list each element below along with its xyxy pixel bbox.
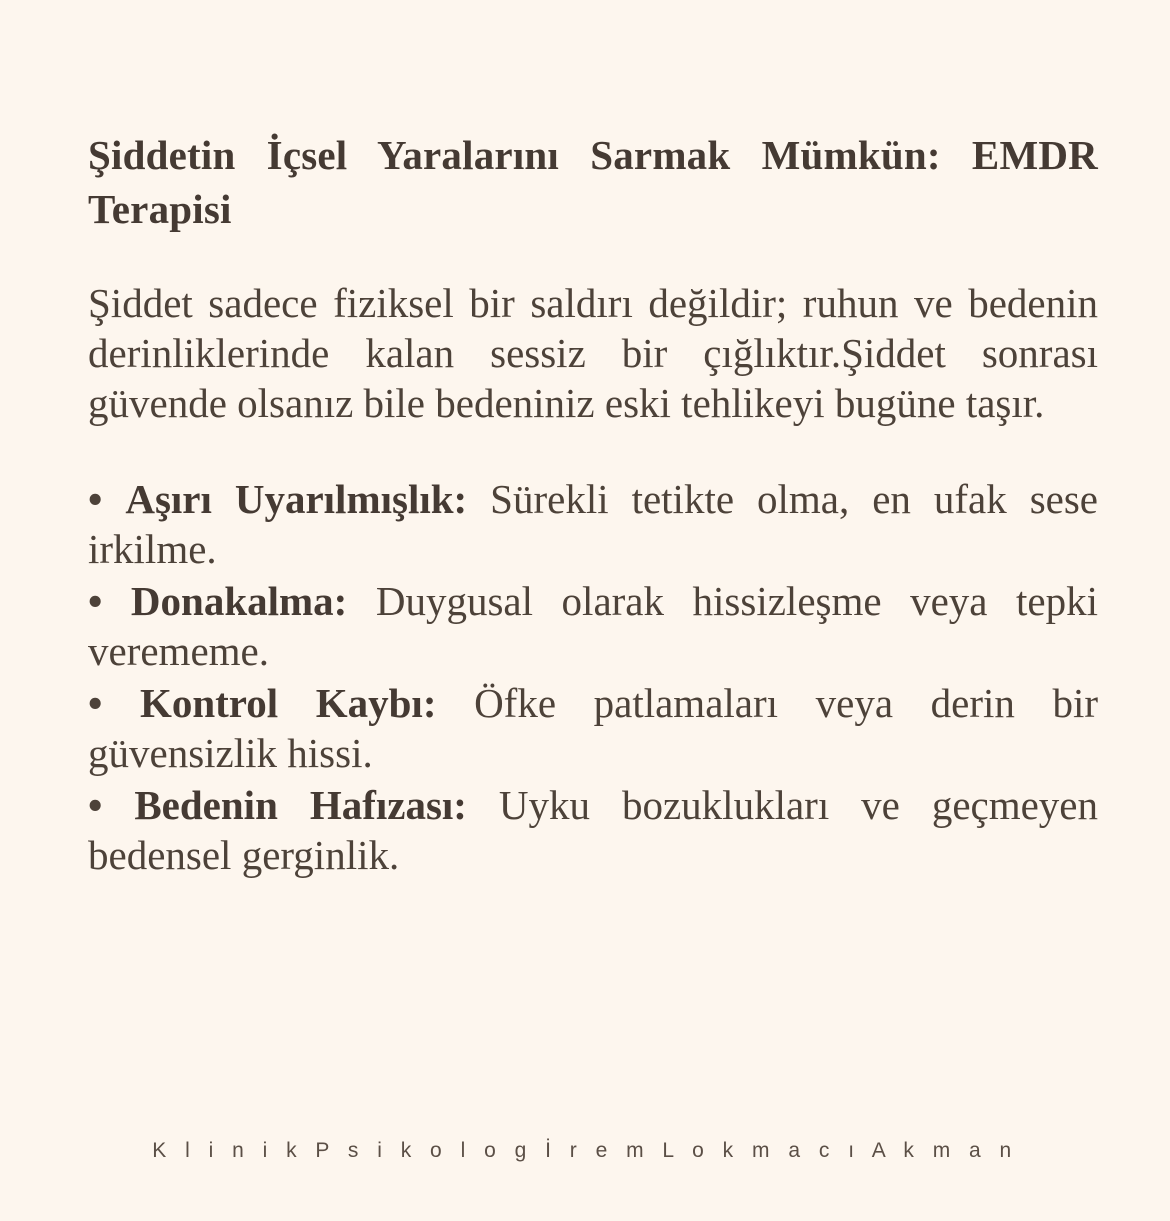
list-item-lead: Donakalma: — [130, 578, 348, 625]
list-item-text: Duygusal olarak hissizleşme veya tepki verememe. — [88, 578, 1099, 675]
list-item-lead: Bedenin Hafızası: — [134, 782, 467, 829]
list-item-text: Uyku bozuklukları ve geçmeyen bedensel gerginlik. — [88, 782, 1099, 879]
list-item — [88, 678, 1098, 778]
bullet-marker: • — [88, 476, 103, 523]
symptom-list — [88, 474, 1098, 880]
list-item-text: Öfke patlamaları veya derin bir güvensizlik hissi. — [88, 680, 1098, 777]
page-title: Şiddetin İçsel Yaralarını Sarmak Mümkün: EMDR Terapisi — [88, 132, 1098, 233]
list-item-lead: Kontrol Kaybı: — [139, 680, 437, 727]
footer-byline: K l i n i k P s i k o l o g İ r e m L o k m a c ı A k m a n — [152, 1139, 1018, 1162]
list-item — [88, 576, 1098, 676]
list-item-lead: Aşırı Uyarılmışlık: — [125, 476, 468, 523]
bullet-marker: • — [88, 680, 103, 727]
list-item — [88, 780, 1098, 880]
bullet-marker: • — [88, 782, 103, 829]
list-item-text: Sürekli tetikte olma, en ufak sese irkilme. — [88, 476, 1099, 573]
intro-paragraph: Şiddet sadece fiziksel bir saldırı değildir; ruhun ve bedenin derinliklerinde kalan sessiz bir çığlıktır.Şiddet sonrası güvende olsanız bile bedeniniz eski tehlikeyi bugüne taşır. — [88, 280, 1098, 427]
list-item — [88, 474, 1098, 574]
bullet-marker: • — [88, 578, 103, 625]
